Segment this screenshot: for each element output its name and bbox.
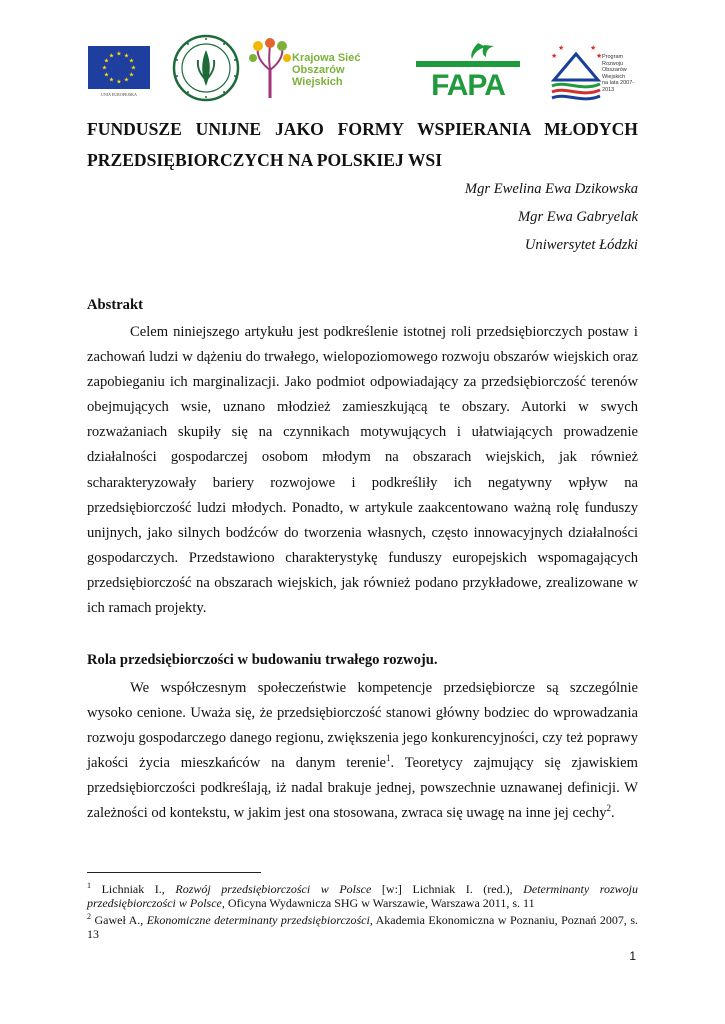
- abstract-text: Celem niniejszego artykułu jest podkreślenie istotnej roli przedsiębiorczych postaw i zachowań ludzi w dążeniu do trwałego, wielopoziomowego rozwoju obszarów wiejskich oraz zapobieganiu ich marginalizacji. Jako podmiot odpowiadający za przedsiębiorczość terenów obejmujących wsie, uznano młodzież zamieszkującą te obszary. Autorki w swych rozważaniach skupiły się na czynnikach motywujących i ułatwiających prowadzenie działalności gospodarczej osobom młodym na obszarach wiejskich, jak również scharakteryzowały bariery rozwojowe i podkreśliły ich negatywny wpływ na przedsiębiorczość ludzi młodych. Ponadto, w artykule zaakcentowano ważną rolę funduszy unijnych, jako silnych bodźców do tworzenia własnych, często innowacyjnych działalności gospodarczych. Przedstawiono charakterystykę funduszy europejskich wspomagających przedsiębiorczość na obszarach wiejskich, jak również podano przykładowe, zrealizowane w ich ramach projekty.: [87, 324, 638, 617]
- footnote-1: [87, 879, 638, 910]
- footnote-1-text-2: [w:] Lichniak I. (red.),: [371, 882, 524, 896]
- footnote-2-text: Gaweł A.,: [91, 913, 147, 927]
- page-number: 1: [629, 949, 636, 963]
- prow-line1: Program: [602, 54, 624, 60]
- eu-stars-icon: [88, 46, 150, 89]
- section-text-b: . Teoretycy zajmujący się zjawiskiem przedsiębiorczości podkreślają, iż nadal brakuje jednej, powszechnie uznawanej definicji. W zależności od kontekstu, w jakim jest ona stosowana, zwraca się uwagę na inne jej cechy: [87, 755, 639, 822]
- title-line-2: PRZEDSIĘBIORCZYCH NA POLSKIEJ WSI: [87, 150, 443, 170]
- ksow-line2: Obszarów Wiejskich: [292, 64, 345, 88]
- footnote-1-number: 1: [87, 881, 91, 890]
- svg-text:★: ★: [123, 52, 130, 60]
- prow-logo: [548, 40, 644, 104]
- svg-text:★: ★: [130, 64, 137, 72]
- footnote-2-publisher: , Akademia Ekonomiczna w Poznaniu, Poznań 2007, s. 13: [87, 913, 639, 941]
- author-block: [238, 175, 638, 259]
- ksow-logo: [248, 38, 394, 100]
- footnote-ref-2[interactable]: 2: [606, 803, 612, 814]
- prow-line2: Rozwoju: [602, 60, 624, 67]
- footnote-1-text: Lichniak I.,: [91, 882, 176, 896]
- section-text-c: .: [611, 805, 615, 822]
- eu-flag-logo: [88, 46, 150, 97]
- title-line-1: FUNDUSZE UNIJNE JAKO FORMY WSPIERANIA MŁODYCH: [87, 119, 638, 139]
- footnote-2-title: Ekonomiczne determinanty przedsiębiorczości: [146, 913, 370, 927]
- svg-text:★: ★: [596, 52, 603, 60]
- footnote-ref-1[interactable]: 1: [385, 753, 391, 764]
- footnote-1-title: Rozwój przedsiębiorczości w Polsce: [175, 882, 372, 896]
- svg-text:★: ★: [103, 71, 110, 79]
- footnotes: [87, 879, 638, 941]
- svg-text:★: ★: [551, 52, 558, 60]
- svg-text:★: ★: [123, 76, 130, 84]
- author-1: Mgr Ewelina Ewa Dzikowska: [464, 181, 638, 197]
- paper-title: [87, 114, 638, 176]
- svg-text:★: ★: [558, 44, 565, 52]
- svg-text:★: ★: [590, 44, 597, 52]
- footnote-2-number: 2: [87, 912, 91, 921]
- eu-caption: UNIA EUROPEJSKA: [101, 92, 137, 97]
- prow-text: [602, 54, 644, 93]
- svg-text:★: ★: [128, 71, 135, 79]
- footnote-1-book-title: Determinanty rozwoju przedsiębiorczości w Polsce: [87, 882, 638, 910]
- svg-text:★: ★: [116, 50, 122, 58]
- logo-strip: [88, 34, 644, 106]
- ksow-text: [292, 52, 392, 88]
- fapa-logo: [416, 39, 520, 97]
- footnote-2: [87, 910, 638, 941]
- affiliation: Uniwersytet Łódzki: [524, 237, 638, 253]
- prow-emblem-icon: [548, 40, 604, 104]
- section-heading: Rola przedsiębiorczości w budowaniu trwałego rozwoju.: [87, 652, 438, 668]
- svg-text:★: ★: [128, 57, 135, 65]
- footnote-divider: [87, 872, 261, 873]
- svg-text:★: ★: [101, 64, 108, 72]
- section-text-a: We współczesnym społeczeństwie kompetencje przedsiębiorcze są szczególnie wysoko cenione. Uważa się, że przedsiębiorczość stanowi główny bodziec do wprowadzania rozwoju gospodarczego danego regionu, zwiększenia jego konkurencyjności, czy też poprawy jakości życia mieszkańców na danym terenie: [87, 680, 638, 772]
- ministry-seal-logo: [172, 34, 240, 102]
- abstract-heading: Abstrakt: [87, 297, 143, 313]
- svg-text:★: ★: [116, 78, 122, 86]
- section-paragraph: [87, 676, 638, 827]
- fapa-text: FAPA: [431, 69, 505, 97]
- ksow-line1: Krajowa Sieć: [292, 52, 361, 64]
- footnote-1-publisher: , Oficyna Wydawnicza SHG w Warszawie, Warszawa 2011, s. 11: [221, 895, 535, 910]
- author-2: Mgr Ewa Gabryelak: [518, 209, 638, 225]
- prow-line5: na lata 2007-2013: [602, 80, 635, 93]
- prow-line4: Wiejskich: [602, 73, 626, 80]
- prow-line3: Obszarów: [602, 67, 627, 73]
- svg-text:★: ★: [108, 76, 115, 84]
- ksow-tree-icon: [248, 38, 292, 100]
- svg-text:★: ★: [103, 57, 110, 65]
- svg-text:★: ★: [108, 52, 115, 60]
